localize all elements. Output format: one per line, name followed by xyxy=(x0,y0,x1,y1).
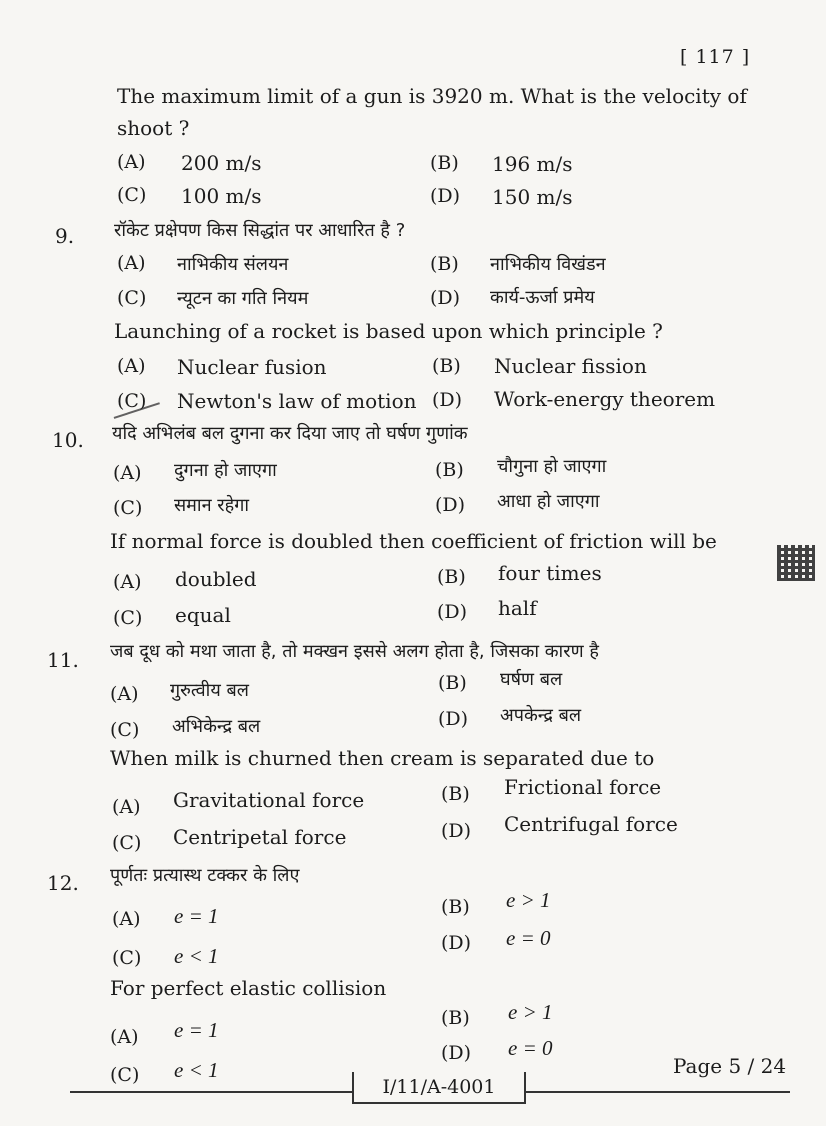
q12-en-opt-a-label: (A) xyxy=(110,1026,139,1048)
q9-hi-opt-a-label: (A) xyxy=(117,252,146,274)
q9-en-opt-d: Work-energy theorem xyxy=(494,387,716,411)
q9-number: 9. xyxy=(55,224,75,248)
q10-en-opt-b: four times xyxy=(498,561,602,585)
q9-text-en: Launching of a rocket is based upon which principle ? xyxy=(114,319,663,343)
q11-en-opt-b: Frictional force xyxy=(504,775,662,799)
q9-hi-opt-c: न्यूटन का गति नियम xyxy=(177,288,309,309)
q10-en-opt-b-label: (B) xyxy=(437,566,466,588)
q8-opt-c: 100 m/s xyxy=(181,184,262,208)
q10-text-hi: यदि अभिलंब बल दुगना कर दिया जाए तो घर्षण गुणांक xyxy=(112,423,468,444)
q10-text-en: If normal force is doubled then coefficient of friction will be xyxy=(110,529,717,553)
q10-en-opt-c-label: (C) xyxy=(113,607,143,629)
q10-hi-opt-d-label: (D) xyxy=(435,494,466,516)
q11-en-opt-c-label: (C) xyxy=(112,832,142,854)
q11-hi-opt-c: अभिकेन्द्र बल xyxy=(172,716,261,737)
q9-en-opt-c: Newton's law of motion xyxy=(177,389,417,413)
q8-opt-d-label: (D) xyxy=(430,185,461,207)
q11-number: 11. xyxy=(47,648,79,672)
q8-opt-c-label: (C) xyxy=(117,184,147,206)
q12-hi-opt-b: e > 1 xyxy=(506,888,551,912)
q10-hi-opt-a-label: (A) xyxy=(113,462,142,484)
q12-hi-opt-c-label: (C) xyxy=(112,947,142,969)
q10-en-opt-a-label: (A) xyxy=(113,571,142,593)
q8-text-line1: The maximum limit of a gun is 3920 m. What is the velocity of xyxy=(117,84,747,108)
q11-en-opt-a-label: (A) xyxy=(112,796,141,818)
q11-hi-opt-a-label: (A) xyxy=(110,683,139,705)
q8-opt-b-label: (B) xyxy=(430,152,459,174)
q8-opt-b: 196 m/s xyxy=(492,152,573,176)
q11-hi-opt-b: घर्षण बल xyxy=(500,669,563,690)
q12-hi-opt-a-label: (A) xyxy=(112,908,141,930)
q10-hi-opt-a: दुगना हो जाएगा xyxy=(174,460,277,481)
qr-code xyxy=(777,545,815,581)
q10-en-opt-d: half xyxy=(498,596,537,620)
q11-en-opt-d-label: (D) xyxy=(441,820,472,842)
q11-hi-opt-c-label: (C) xyxy=(110,719,140,741)
q10-hi-opt-c: समान रहेगा xyxy=(174,495,250,516)
q9-hi-opt-a: नाभिकीय संलयन xyxy=(177,254,289,275)
q12-text-en: For perfect elastic collision xyxy=(110,976,387,1000)
q12-en-opt-b: e > 1 xyxy=(508,1000,553,1024)
q8-text-line2: shoot ? xyxy=(117,116,190,140)
q11-hi-opt-a: गुरुत्वीय बल xyxy=(170,680,249,701)
q9-hi-opt-b: नाभिकीय विखंडन xyxy=(490,254,606,275)
q9-en-opt-a: Nuclear fusion xyxy=(177,355,327,379)
q12-en-opt-d: e = 0 xyxy=(508,1036,553,1060)
q12-hi-opt-d-label: (D) xyxy=(441,932,472,954)
q9-en-opt-b-label: (B) xyxy=(432,355,461,377)
q12-hi-opt-c: e < 1 xyxy=(174,944,219,968)
q12-en-opt-a: e = 1 xyxy=(174,1018,219,1042)
q9-en-opt-b: Nuclear fission xyxy=(494,354,647,378)
q10-hi-opt-b: चौगुना हो जाएगा xyxy=(497,456,607,477)
q10-number: 10. xyxy=(52,428,84,452)
q9-en-opt-d-label: (D) xyxy=(432,389,463,411)
q8-opt-a: 200 m/s xyxy=(181,151,262,175)
q12-en-opt-c-label: (C) xyxy=(110,1064,140,1086)
q10-hi-opt-d: आधा हो जाएगा xyxy=(497,491,600,512)
q12-hi-opt-a: e = 1 xyxy=(174,904,219,928)
q8-opt-d: 150 m/s xyxy=(492,185,573,209)
q12-en-opt-b-label: (B) xyxy=(441,1007,470,1029)
page-marker: [ 117 ] xyxy=(680,46,751,68)
q10-en-opt-d-label: (D) xyxy=(437,601,468,623)
q11-text-en: When milk is churned then cream is separated due to xyxy=(110,746,655,770)
q11-en-opt-d: Centrifugal force xyxy=(504,812,678,836)
page-number: Page 5 / 24 xyxy=(673,1054,787,1078)
q8-opt-a-label: (A) xyxy=(117,151,146,173)
q11-en-opt-c: Centripetal force xyxy=(173,825,347,849)
q9-hi-opt-d-label: (D) xyxy=(430,287,461,309)
q10-en-opt-a: doubled xyxy=(175,567,257,591)
q9-hi-opt-d: कार्य-ऊर्जा प्रमेय xyxy=(490,287,595,308)
q10-hi-opt-c-label: (C) xyxy=(113,497,143,519)
q9-hi-opt-c-label: (C) xyxy=(117,287,147,309)
q10-en-opt-c: equal xyxy=(175,603,231,627)
q9-en-opt-a-label: (A) xyxy=(117,355,146,377)
q11-text-hi: जब दूध को मथा जाता है, तो मक्खन इससे अलग होता है, जिसका कारण है xyxy=(110,641,599,662)
q12-en-opt-c: e < 1 xyxy=(174,1058,219,1082)
q11-hi-opt-d-label: (D) xyxy=(438,708,469,730)
q12-text-hi: पूर्णतः प्रत्यास्थ टक्कर के लिए xyxy=(110,865,300,886)
q10-hi-opt-b-label: (B) xyxy=(435,459,464,481)
q12-hi-opt-b-label: (B) xyxy=(441,896,470,918)
q11-en-opt-a: Gravitational force xyxy=(173,788,365,812)
paper-code: I/11/A-4001 xyxy=(352,1072,526,1104)
q9-hi-opt-b-label: (B) xyxy=(430,253,459,275)
q11-en-opt-b-label: (B) xyxy=(441,783,470,805)
q11-hi-opt-b-label: (B) xyxy=(438,672,467,694)
q9-text-hi: रॉकेट प्रक्षेपण किस सिद्धांत पर आधारित है ? xyxy=(114,220,406,241)
q12-hi-opt-d: e = 0 xyxy=(506,926,551,950)
q9-en-opt-c-label: (C) xyxy=(117,390,147,412)
q12-number: 12. xyxy=(47,871,79,895)
q11-hi-opt-d: अपकेन्द्र बल xyxy=(500,705,582,726)
q12-en-opt-d-label: (D) xyxy=(441,1042,472,1064)
